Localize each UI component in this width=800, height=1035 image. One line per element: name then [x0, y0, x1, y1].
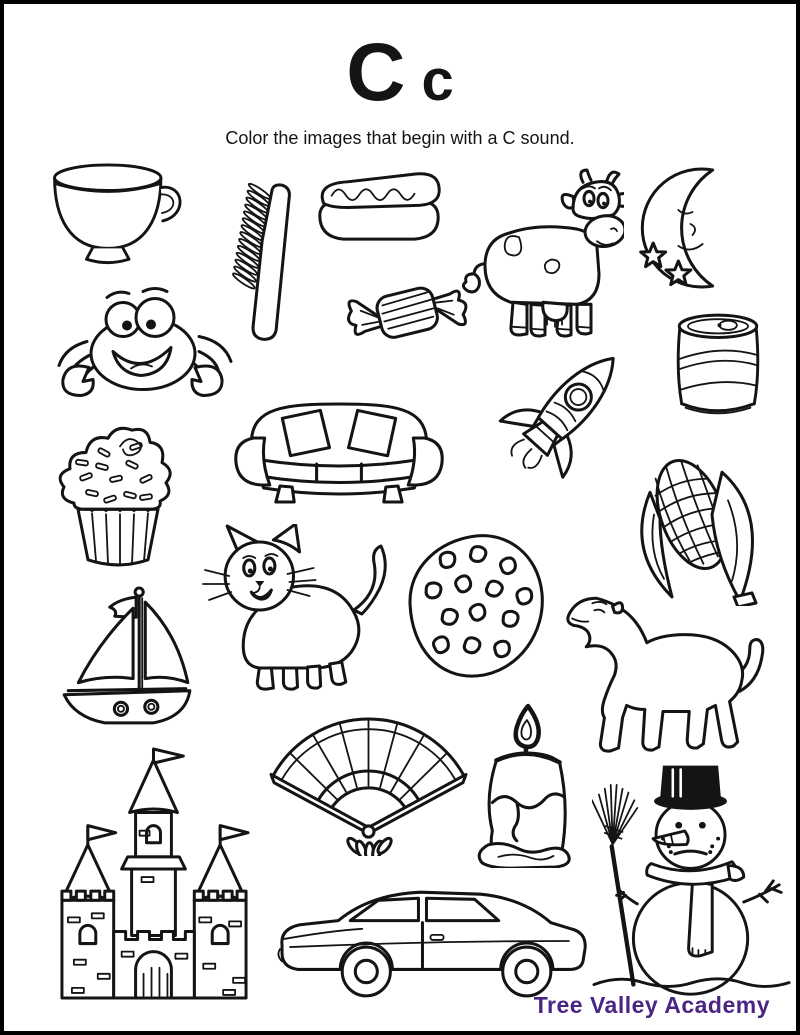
cookie-icon [404, 530, 548, 682]
can-image [672, 310, 764, 422]
instruction-text: Color the images that begin with a C sound. [225, 128, 575, 148]
crab-icon [49, 280, 234, 408]
brand-footer-text: Tree Valley Academy [533, 992, 770, 1018]
candle-icon [472, 702, 586, 868]
moon-icon [626, 164, 762, 294]
page-title [4, 27, 796, 118]
cup-icon [42, 162, 187, 270]
fan-image [266, 698, 472, 856]
cat-image [201, 524, 387, 692]
camel-image [560, 580, 772, 754]
hot-dog-icon [304, 166, 452, 250]
castle-image [52, 746, 256, 1000]
cow-image [459, 166, 624, 344]
couch-image [227, 372, 451, 508]
candy-image [340, 258, 472, 366]
candle-image [472, 702, 586, 868]
camel-icon [560, 580, 772, 754]
snowman-icon [592, 758, 794, 998]
can-icon [672, 310, 764, 422]
car-image [270, 882, 596, 1002]
couch-icon [227, 372, 451, 508]
crab-image [49, 280, 234, 408]
sailboat-icon [50, 582, 202, 738]
castle-icon [52, 746, 256, 1000]
cupcake-image [48, 418, 188, 570]
snowman-image [592, 758, 794, 998]
cup-image [42, 162, 187, 270]
title-lowercase-letter: c [421, 48, 454, 113]
cow-icon [459, 166, 624, 344]
fan-icon [266, 698, 472, 856]
hot-dog-image [304, 166, 452, 250]
moon-image [626, 164, 762, 294]
cupcake-icon [48, 418, 188, 570]
title-uppercase-letter: C [346, 27, 406, 118]
sailboat-image [50, 582, 202, 738]
cookie-image [404, 530, 548, 682]
car-icon [270, 882, 596, 1002]
candy-icon [340, 258, 472, 366]
cat-icon [201, 524, 387, 692]
